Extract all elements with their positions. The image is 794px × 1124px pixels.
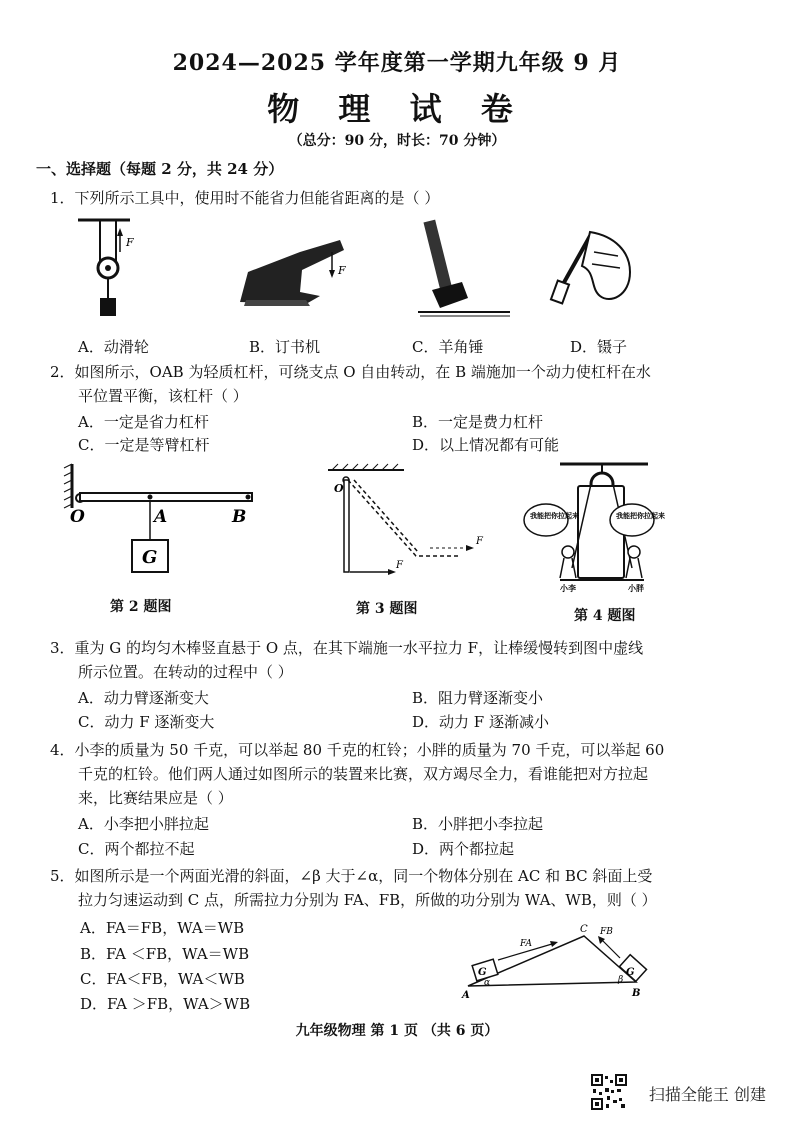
page-footer: 九年级物理 第 1 页 （共 6 页） xyxy=(295,1023,499,1039)
figure-5-block-left: G xyxy=(478,967,487,978)
figure-5-label-fa: FA xyxy=(520,939,532,949)
q5-option-a: A．FA＝FB，WA＝WB xyxy=(80,919,245,937)
exam-meta: （总分：90 分，时长：70 分钟） xyxy=(288,133,506,149)
figure-3-caption: 第 3 题图 xyxy=(356,601,418,617)
figure-2-weight-label: G xyxy=(142,547,158,568)
question-2-stem-line1: 2．如图所示，OAB 为轻质杠杆，可绕支点 O 自由转动，在 B 端施加一个动力使杠杆在水 xyxy=(50,363,651,381)
figure-3-label-o: O xyxy=(334,482,344,495)
question-5-stem-line2: 拉力匀速运动到 C 点，所需拉力分别为 FA、FB，所做的功分别为 WA、WB，则（ ） xyxy=(78,891,657,909)
q4-option-a: A．小李把小胖拉起 xyxy=(78,815,209,833)
question-4-stem-line3: 来，比赛结果应是（ ） xyxy=(78,789,233,807)
page-title: 物 理 试 卷 xyxy=(267,90,527,128)
qr-code-icon xyxy=(591,1074,627,1110)
figure-2-label-o: O xyxy=(70,507,85,527)
q4-option-d: D．两个都拉起 xyxy=(412,840,515,858)
question-1-figures xyxy=(70,212,690,332)
figure-2-label-a: A xyxy=(154,507,168,527)
figure-4-pulley-contest xyxy=(520,460,665,600)
figure-5-block-right: G xyxy=(626,967,635,978)
figure-2-lever xyxy=(60,462,260,582)
q3-option-d: D．动力 F 逐渐减小 xyxy=(412,713,549,731)
q4-option-c: C．两个都拉不起 xyxy=(78,840,195,858)
figure-3-label-f-top: F xyxy=(476,536,483,547)
figure-3-rod xyxy=(320,464,490,576)
question-4-stem-line2: 千克的杠铃。他们两人通过如图所示的装置来比赛，双方竭尽全力，看谁能把对方拉起 xyxy=(78,765,649,783)
q2-option-c: C．一定是等臂杠杆 xyxy=(78,436,210,454)
figure-force-label: F xyxy=(126,236,134,249)
figure-5-label-c: C xyxy=(580,924,588,935)
figure-4-left-name: 小李 xyxy=(560,583,576,593)
q1-option-c: C．羊角锤 xyxy=(412,338,484,356)
figure-5-incline xyxy=(460,920,660,1004)
q3-option-c: C．动力 F 逐渐变大 xyxy=(78,713,215,731)
stapler-figure xyxy=(240,240,346,306)
q4-option-b: B．小胖把小李拉起 xyxy=(412,815,544,833)
q1-option-d: D．镊子 xyxy=(570,338,628,356)
q5-option-d: D．FA ＞FB，WA＞WB xyxy=(80,995,251,1013)
svg-text:F: F xyxy=(338,264,346,277)
q1-option-b: B．订书机 xyxy=(249,338,321,356)
figure-5-label-alpha: α xyxy=(484,978,491,988)
question-1-stem: 1．下列所示工具中，使用时不能省力但能省距离的是（ ） xyxy=(50,189,440,207)
exam-period-heading: 2024—2025 学年度第一学期九年级 9 月 xyxy=(172,50,622,76)
q3-option-a: A．动力臂逐渐变大 xyxy=(78,689,209,707)
figure-3-label-f-bottom: F xyxy=(396,560,403,571)
figure-4-right-name: 小胖 xyxy=(628,583,644,593)
figure-4-caption: 第 4 题图 xyxy=(574,608,636,624)
question-4-stem-line1: 4．小李的质量为 50 千克，可以举起 80 千克的杠铃；小胖的质量为 70 千克，可以举起 60 xyxy=(50,741,665,759)
q2-option-b: B．一定是费力杠杆 xyxy=(412,413,544,431)
figure-2-caption: 第 2 题图 xyxy=(110,599,172,615)
movable-pulley-figure xyxy=(78,220,134,316)
question-2-stem-line2: 平位置平衡，该杠杆（ ） xyxy=(78,387,248,405)
q3-option-b: B．阻力臂逐渐变小 xyxy=(412,689,544,707)
question-3-stem-line1: 3．重为 G 的均匀木棒竖直悬于 O 点，在其下端施一水平拉力 F，让棒缓慢转到图中虚线 xyxy=(50,639,644,657)
question-5-stem-line1: 5．如图所示是一个两面光滑的斜面，∠β 大于∠α，同一个物体分别在 AC 和 BC 斜面上受 xyxy=(50,867,653,885)
claw-hammer-figure xyxy=(418,220,510,316)
q5-option-b: B．FA ＜FB，WA＝WB xyxy=(80,945,250,963)
figure-5-label-fb: FB xyxy=(600,927,613,937)
section-title: 一、选择题（每题 2 分，共 24 分） xyxy=(36,160,284,178)
figure-5-label-a: A xyxy=(462,990,470,1001)
q2-option-a: A．一定是省力杠杆 xyxy=(78,413,209,431)
figure-2-label-b: B xyxy=(232,507,247,527)
figure-5-label-beta: β xyxy=(618,975,624,985)
question-3-stem-line2: 所示位置。在转动的过程中（ ） xyxy=(78,663,293,681)
figure-5-label-b: B xyxy=(632,988,641,999)
tweezers-figure xyxy=(551,232,630,303)
figure-4-bubble-left: 我能把你拉起来 xyxy=(530,511,579,520)
q2-option-d: D．以上情况都有可能 xyxy=(412,436,560,454)
q5-option-c: C．FA＜FB，WA＜WB xyxy=(80,970,245,988)
figure-4-bubble-right: 我能把你拉起来 xyxy=(616,511,665,520)
scanner-watermark: 扫描全能王 创建 xyxy=(648,1085,766,1104)
q1-option-a: A．动滑轮 xyxy=(78,338,149,356)
